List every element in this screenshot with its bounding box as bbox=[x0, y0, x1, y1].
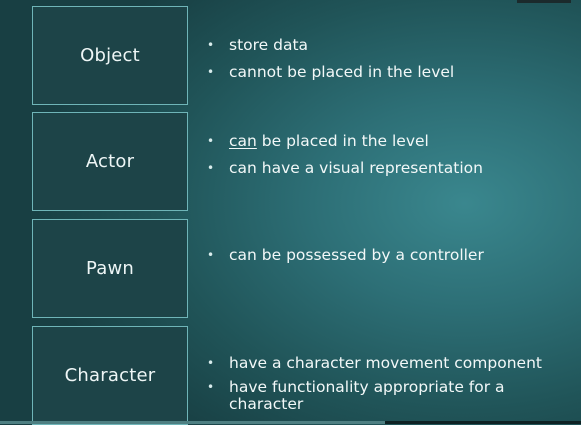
object-box bbox=[32, 6, 188, 105]
bullet-text: have a character movement component bbox=[229, 354, 542, 372]
bullet-dot: • bbox=[207, 356, 215, 370]
corner-tab bbox=[517, 0, 571, 3]
actor-box bbox=[32, 112, 188, 211]
character-label: Character bbox=[64, 365, 156, 386]
pawn-box bbox=[32, 219, 188, 318]
pawn-label: Pawn bbox=[85, 258, 134, 279]
object-label: Object bbox=[80, 45, 140, 66]
bullet-item bbox=[207, 379, 519, 413]
bullet-text: be placed in the level bbox=[256, 132, 429, 150]
bullet-dot: • bbox=[207, 65, 215, 79]
bullet-item bbox=[207, 132, 483, 151]
bullet-item bbox=[207, 246, 484, 265]
character-bullets bbox=[207, 354, 542, 421]
bullet-text: have functionality appropriate for a character bbox=[229, 378, 505, 413]
bullet-dot: • bbox=[207, 248, 215, 262]
bullet-dot: • bbox=[207, 161, 215, 175]
actor-bullets bbox=[207, 132, 483, 186]
bullet-item bbox=[207, 159, 483, 178]
bullet-text: store data bbox=[229, 36, 309, 54]
bullet-item bbox=[207, 354, 542, 373]
bullet-text: can be possessed by a controller bbox=[229, 246, 484, 264]
bullet-text: can have a visual representation bbox=[229, 159, 483, 177]
bullet-item bbox=[207, 36, 454, 55]
character-box bbox=[32, 326, 188, 425]
bullet-dot: • bbox=[207, 134, 215, 148]
actor-label: Actor bbox=[85, 151, 135, 172]
bullet-text: cannot be placed in the level bbox=[229, 63, 455, 81]
emphasized-word: can bbox=[229, 132, 257, 150]
bullet-dot: • bbox=[207, 380, 215, 394]
object-bullets bbox=[207, 36, 454, 90]
bullet-dot: • bbox=[207, 38, 215, 52]
pawn-bullets bbox=[207, 246, 484, 273]
bullet-item bbox=[207, 63, 454, 82]
